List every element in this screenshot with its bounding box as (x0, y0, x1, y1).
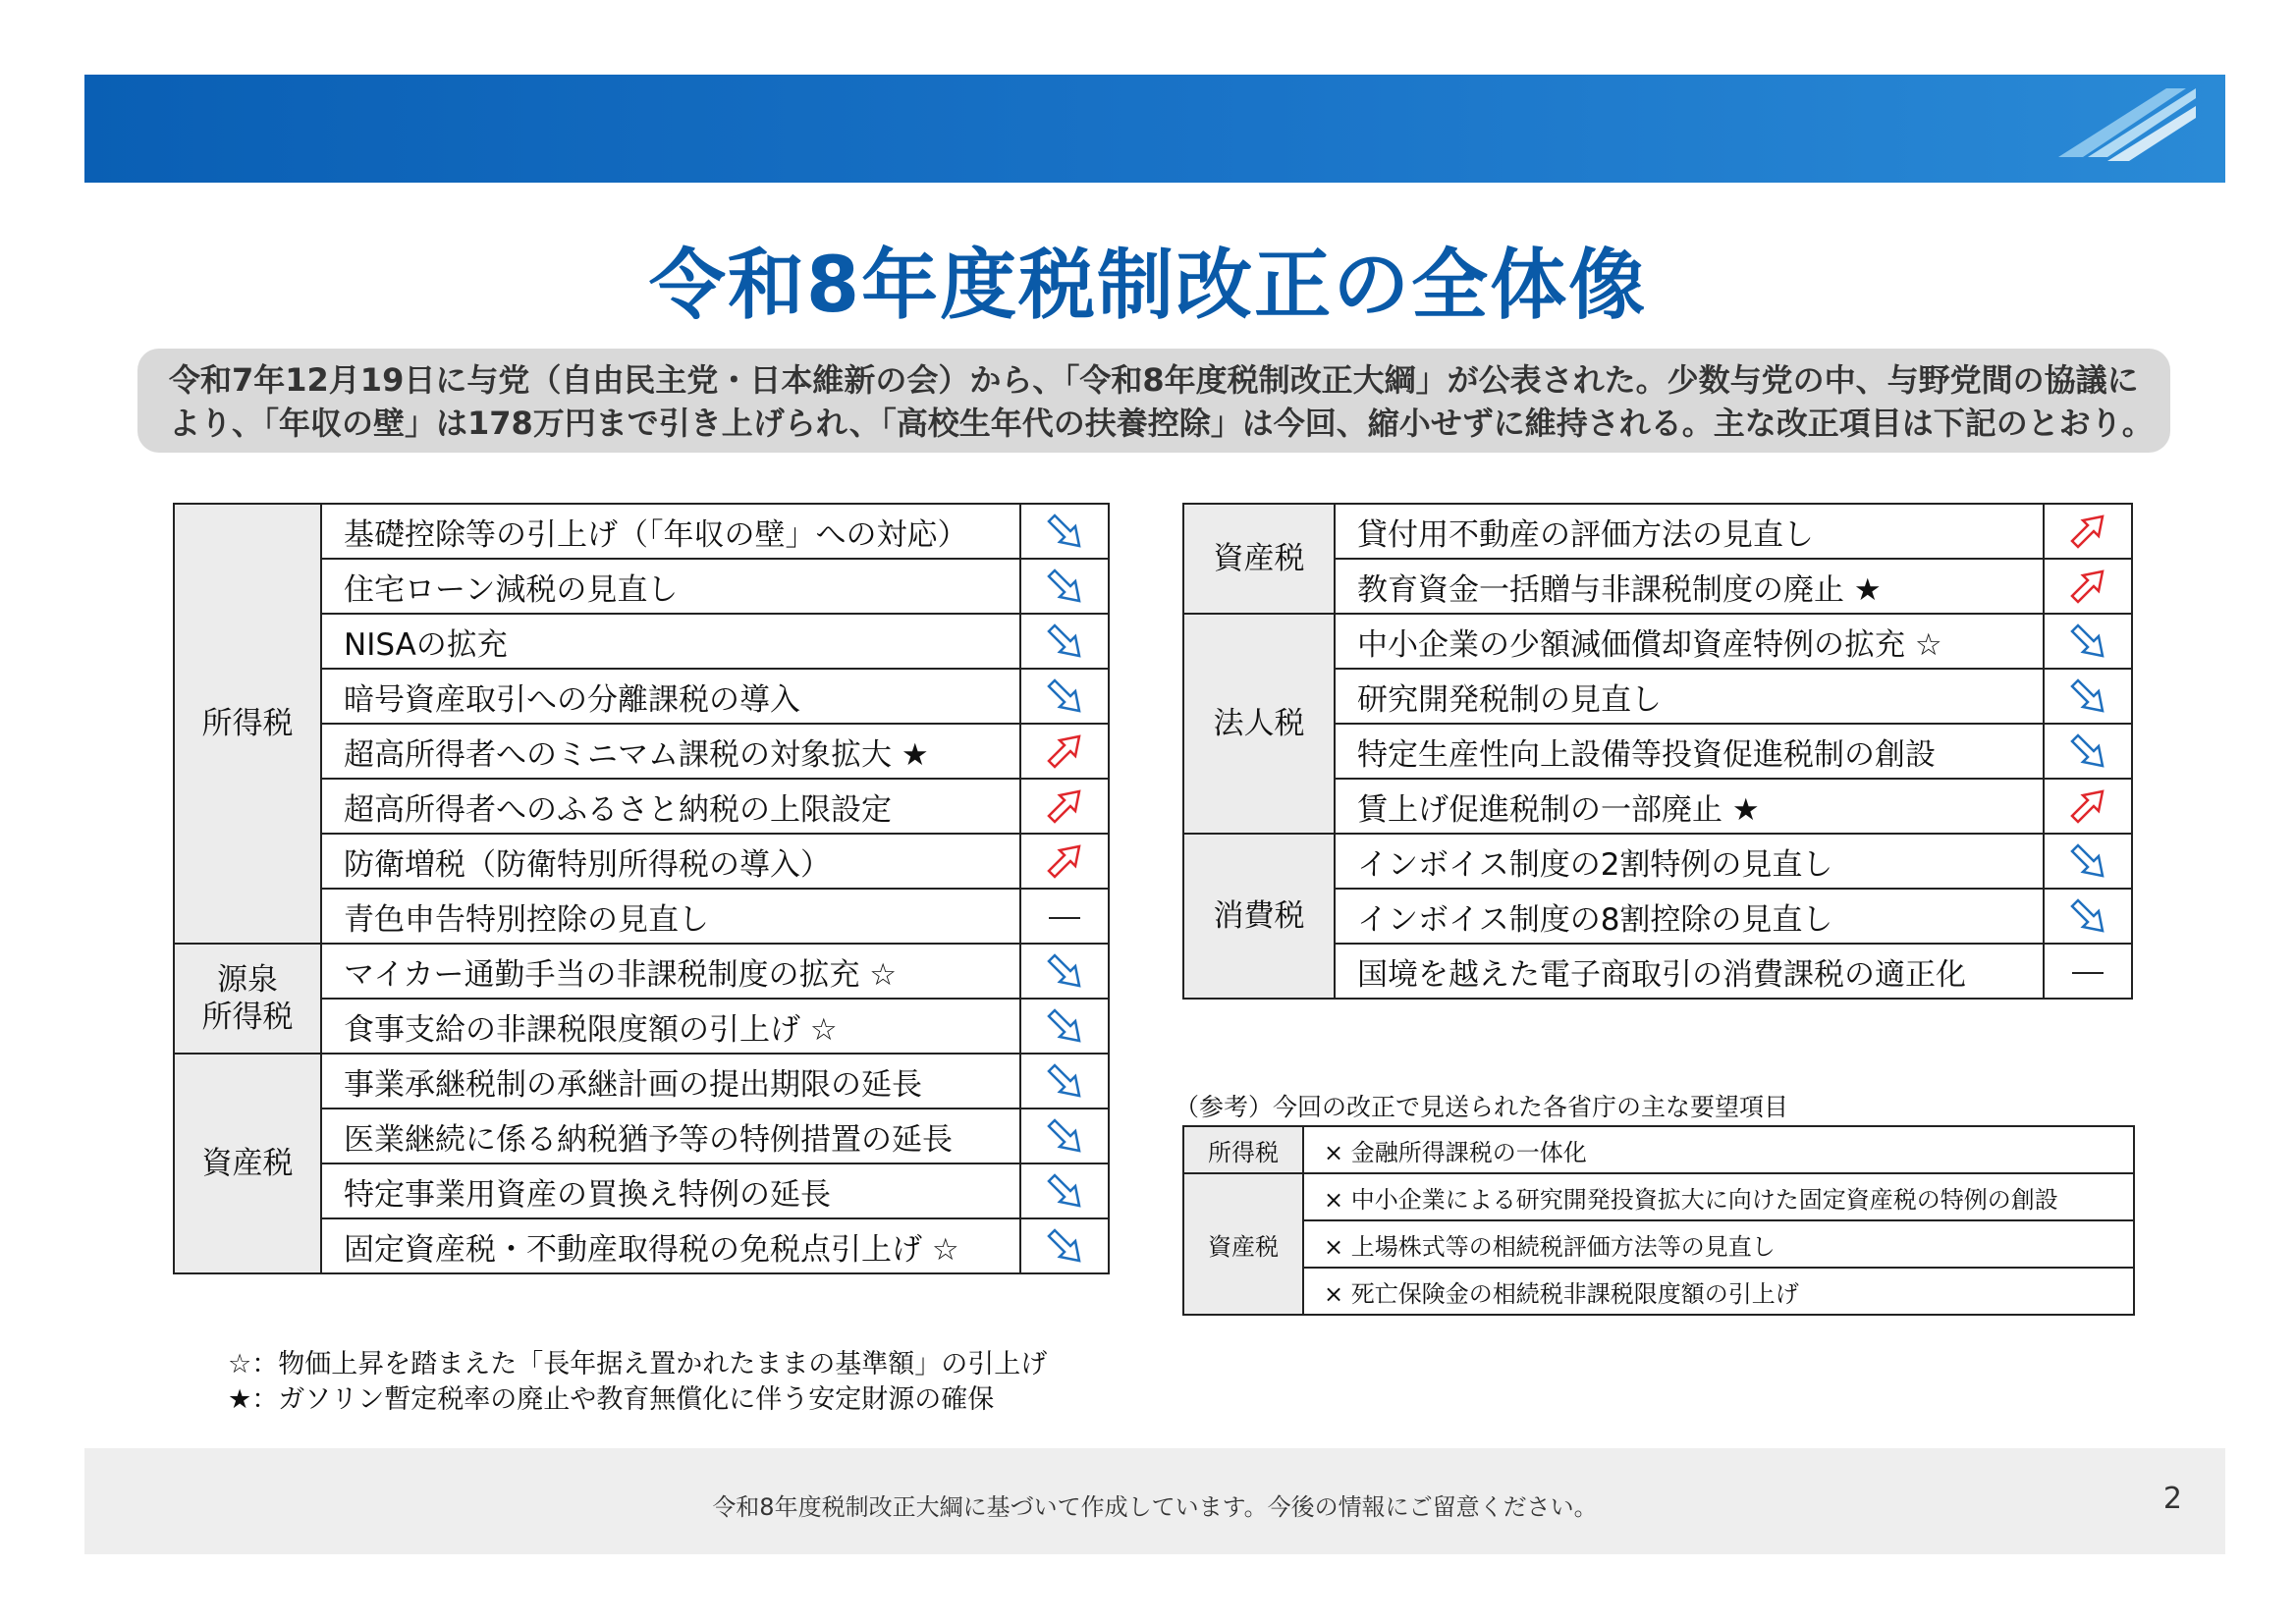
dash-icon (2072, 972, 2104, 974)
diagonal-down-right-arrow-icon (1045, 1061, 1084, 1101)
direction-cell (2044, 614, 2132, 669)
item-label: インボイス制度の8割控除の見直し (1335, 889, 2044, 944)
diagonal-down-right-arrow-icon (1045, 676, 1084, 716)
category-cell: 源泉 所得税 (174, 944, 321, 1054)
black-star-note: ★：ガソリン暫定税率の廃止や教育無償化に伴う安定財源の確保 (228, 1384, 995, 1415)
diagonal-down-right-arrow-icon (1045, 1226, 1084, 1266)
direction-cell (1020, 1054, 1109, 1109)
direction-cell (2044, 559, 2132, 614)
page-number: 2 (2162, 1482, 2182, 1516)
direction-cell (1020, 779, 1109, 834)
item-label: 暗号資産取引への分離課税の導入 (321, 669, 1020, 724)
diagonal-up-right-arrow-icon (1045, 841, 1084, 881)
item-label: 事業承継税制の承継計画の提出期限の延長 (321, 1054, 1020, 1109)
category-cell: 所得税 (174, 504, 321, 944)
diagonal-down-right-arrow-icon (2068, 896, 2107, 936)
table-row (1183, 1220, 2134, 1268)
diagonal-up-right-arrow-icon (2068, 512, 2107, 551)
diagonal-down-right-arrow-icon (1045, 567, 1084, 606)
diagonal-down-right-arrow-icon (1045, 1171, 1084, 1211)
direction-cell (1020, 559, 1109, 614)
item-label: 貸付用不動産の評価方法の見直し (1335, 504, 2044, 559)
direction-cell (1020, 944, 1109, 999)
table-row (1183, 614, 2132, 669)
table-row (174, 504, 1109, 559)
direction-cell (1020, 614, 1109, 669)
summary-line-2: より、「年収の壁」は178万円まで引き上げられ、「高校生年代の扶養控除」は今回、縮小せずに維持される。主な改正項目は下記のとおり。 (169, 405, 2154, 442)
footer-text: 令和8年度税制改正大綱に基づいて作成しています。今後の情報にご留意ください。 (712, 1493, 1598, 1521)
item-label: 食事支給の非課税限度額の引上げ ☆ (321, 999, 1020, 1054)
white-star-note: ☆：物価上昇を踏まえた「長年据え置かれたままの基準額」の引上げ (228, 1349, 1048, 1380)
diagonal-down-right-arrow-icon (1045, 1116, 1084, 1156)
direction-cell (1020, 504, 1109, 559)
item-label: 研究開発税制の見直し (1335, 669, 2044, 724)
table-row (1183, 834, 2132, 889)
left-tax-table (173, 503, 1110, 1274)
direction-cell (2044, 944, 2132, 999)
direction-cell (1020, 999, 1109, 1054)
item-label: インボイス制度の2割特例の見直し (1335, 834, 2044, 889)
diagonal-up-right-arrow-icon (1045, 786, 1084, 826)
summary-box (137, 349, 2170, 453)
category-cell: 資産税 (1183, 1173, 1303, 1315)
direction-cell (1020, 889, 1109, 944)
dash-icon (1049, 917, 1080, 919)
reference-table (1182, 1125, 2135, 1316)
reference-item: × 中小企業による研究開発投資拡大に向けた固定資産税の特例の創設 (1303, 1173, 2134, 1220)
item-label: 特定事業用資産の買換え特例の延長 (321, 1163, 1020, 1218)
category-cell: 資産税 (1183, 504, 1335, 614)
logo-stripes-icon (2049, 88, 2196, 167)
table-row (1183, 1173, 2134, 1220)
category-cell: 消費税 (1183, 834, 1335, 999)
footer (84, 1448, 2225, 1554)
table-row (174, 1054, 1109, 1109)
reference-item: × 金融所得課税の一体化 (1303, 1126, 2134, 1173)
diagonal-down-right-arrow-icon (1045, 951, 1084, 991)
diagonal-up-right-arrow-icon (2068, 567, 2107, 606)
table-row (1183, 1126, 2134, 1173)
direction-cell (1020, 1109, 1109, 1163)
direction-cell (2044, 669, 2132, 724)
direction-cell (1020, 1218, 1109, 1273)
item-label: 超高所得者へのミニマム課税の対象拡大 ★ (321, 724, 1020, 779)
item-label: NISAの拡充 (321, 614, 1020, 669)
reference-item: × 上場株式等の相続税評価方法等の見直し (1303, 1220, 2134, 1268)
diagonal-down-right-arrow-icon (2068, 731, 2107, 771)
direction-cell (2044, 834, 2132, 889)
diagonal-down-right-arrow-icon (1045, 622, 1084, 661)
direction-cell (1020, 724, 1109, 779)
item-label: 青色申告特別控除の見直し (321, 889, 1020, 944)
item-label: 賃上げ促進税制の一部廃止 ★ (1335, 779, 2044, 834)
item-label: 超高所得者へのふるさと納税の上限設定 (321, 779, 1020, 834)
item-label: 基礎控除等の引上げ（「年収の壁」への対応） (321, 504, 1020, 559)
table-row (1183, 504, 2132, 559)
reference-item: × 死亡保険金の相続税非課税限度額の引上げ (1303, 1268, 2134, 1315)
direction-cell (1020, 1163, 1109, 1218)
category-cell: 所得税 (1183, 1126, 1303, 1173)
diagonal-down-right-arrow-icon (1045, 1006, 1084, 1046)
reference-caption: （参考）今回の改正で見送られた各省庁の主な要望項目 (1175, 1093, 1789, 1121)
direction-cell (2044, 779, 2132, 834)
right-tax-table (1182, 503, 2133, 1000)
table-row (174, 944, 1109, 999)
diagonal-up-right-arrow-icon (1045, 731, 1084, 771)
direction-cell (2044, 504, 2132, 559)
item-label: 国境を越えた電子商取引の消費課税の適正化 (1335, 944, 2044, 999)
header-band (84, 75, 2225, 183)
table-row (1183, 1268, 2134, 1315)
item-label: 特定生産性向上設備等投資促進税制の創設 (1335, 724, 2044, 779)
item-label: 防衛増税（防衛特別所得税の導入） (321, 834, 1020, 889)
item-label: 教育資金一括贈与非課税制度の廃止 ★ (1335, 559, 2044, 614)
category-cell: 資産税 (174, 1054, 321, 1273)
diagonal-down-right-arrow-icon (2068, 622, 2107, 661)
diagonal-up-right-arrow-icon (2068, 786, 2107, 826)
legend-notes (228, 1347, 1047, 1418)
diagonal-down-right-arrow-icon (2068, 676, 2107, 716)
item-label: 住宅ローン減税の見直し (321, 559, 1020, 614)
summary-line-1: 令和7年12月19日に与党（自由民主党・日本維新の会）から、「令和8年度税制改正大綱」が公表された。少数与党の中、与野党間の協議に (169, 361, 2139, 399)
direction-cell (1020, 834, 1109, 889)
item-label: 固定資産税・不動産取得税の免税点引上げ ☆ (321, 1218, 1020, 1273)
direction-cell (1020, 669, 1109, 724)
diagonal-down-right-arrow-icon (2068, 841, 2107, 881)
direction-cell (2044, 724, 2132, 779)
category-cell: 法人税 (1183, 614, 1335, 834)
item-label: 医業継続に係る納税猶予等の特例措置の延長 (321, 1109, 1020, 1163)
page-title: 令和8年度税制改正の全体像 (648, 242, 1648, 330)
direction-cell (2044, 889, 2132, 944)
item-label: マイカー通勤手当の非課税制度の拡充 ☆ (321, 944, 1020, 999)
diagonal-down-right-arrow-icon (1045, 512, 1084, 551)
item-label: 中小企業の少額減価償却資産特例の拡充 ☆ (1335, 614, 2044, 669)
